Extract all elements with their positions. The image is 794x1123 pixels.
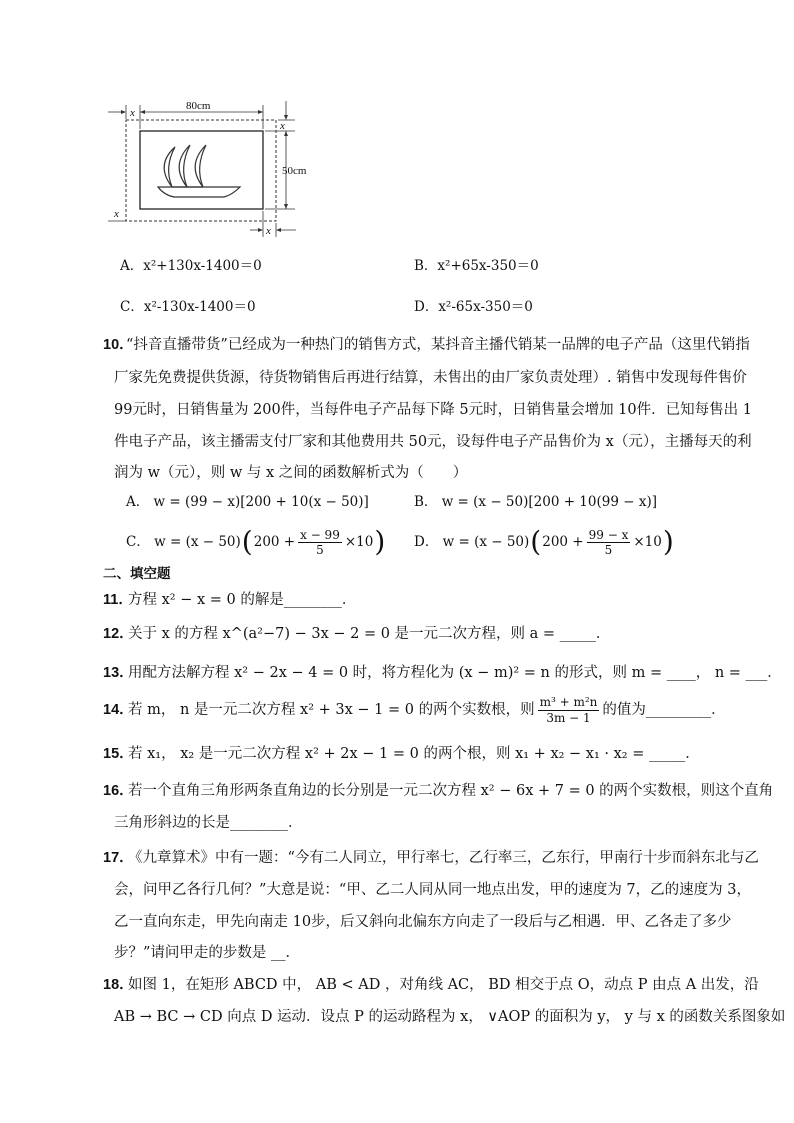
x-label-left: x	[114, 208, 119, 220]
q10-option-d-frac-num: 99 − x	[588, 527, 629, 542]
q12-text: 关于 x 的方程 x^(a²−7) − 3x − 2 = 0 是一元二次方程，则 a = _____．	[128, 626, 611, 642]
x-label-top: x	[130, 107, 135, 119]
q18-number: 18．	[103, 977, 134, 993]
q10-line-2: 厂家先免费提供货源，待货物销售后再进行结算，未售出的由厂家负责处理）. 销售中发现每件售价	[114, 370, 747, 386]
q17-line-3: 乙一直向东走，甲先向南走 10步，后又斜向北偏东方向走了一段后与乙相遇．甲、乙各走了多少	[114, 914, 732, 930]
q17-number: 17．	[103, 850, 134, 866]
q17-line-1: 《九章算术》中有一题：“今有二人同立，甲行率七，乙行率三，乙东行，甲南行十步而斜东北与乙	[128, 850, 759, 866]
x-label-right: x	[280, 120, 285, 132]
q9-option-c: C．x²-130x-1400＝0	[120, 299, 256, 315]
frame-figure	[100, 95, 330, 245]
q17-line-2: 会，问甲乙各行几何？”大意是说：“甲、乙二人同从同一地点出发，甲的速度为 7，乙的速度为 3，	[114, 882, 751, 898]
q10-option-c-frac-num: x − 99	[300, 527, 340, 542]
width-label: 80cm	[186, 100, 211, 112]
q16-line-2: 三角形斜边的长是________．	[114, 815, 303, 831]
q10-line-4: 件电子产品，该主播需支付厂家和其他费用共 50元，设每件电子产品售价为 x（元），主播每天的利	[114, 434, 752, 450]
q11-text: 方程 x² − x = 0 的解是________．	[128, 592, 357, 608]
q10-line-1: “抖音直播带货”已经成为一种热门的销售方式，某抖音主播代销某一品牌的电子产品（这里代销指	[126, 337, 750, 353]
q14-frac-num: m³ + m²n	[539, 694, 598, 709]
section-title: 二、填空题	[103, 566, 171, 581]
q11-number: 11．	[103, 592, 133, 608]
q10-line-3: 99元时，日销售量为 200件，当每件电子产品每下降 5元时，日销售量会增加 10件．已知每售出 1	[114, 402, 752, 418]
q14-text-after: 的值为_________．	[602, 702, 726, 718]
q10-option-c: C． w = (x − 50) ( 200 + $\frac{x - 99}{5}$ ×10 )	[126, 525, 386, 558]
q9-option-a: A．x²+130x-1400＝0	[120, 258, 262, 274]
q10-option-c-prefix: C． w = (x − 50)	[126, 534, 241, 550]
q10-number: 10．	[103, 337, 134, 353]
boat-drawing	[158, 145, 240, 197]
q10-option-c-frac-den: 5	[316, 542, 324, 557]
height-label: 50cm	[282, 165, 307, 177]
q10-option-d: D． w = (x − 50) ( 200 + $\frac{99 - x}{5}$ ×10 )	[414, 525, 674, 558]
q16-line-1: 若一个直角三角形两条直角边的长分别是一元二次方程 x² − 6x + 7 = 0 的两个实数根，则这个直角	[128, 783, 774, 799]
q13-number: 13．	[103, 665, 134, 681]
q10-option-a: A． w = (99 − x)[200 + 10(x − 50)]	[126, 494, 369, 510]
q10-line-5: 润为 w（元），则 w 与 x 之间的函数解析式为（ ）	[114, 465, 468, 481]
q13-text: 用配方法解方程 x² − 2x − 4 = 0 时，将方程化为 (x − m)² = n 的形式，则 m = ____， n = ___．	[128, 665, 782, 681]
q15-text: 若 x₁， x₂ 是一元二次方程 x² + 2x − 1 = 0 的两个根，则 x₁ + x₂ − x₁ · x₂ = _____．	[128, 746, 700, 762]
q10-option-b: B． w = (x − 50)[200 + 10(99 − x)]	[414, 494, 657, 510]
q10-option-d-prefix: D． w = (x − 50)	[414, 534, 530, 550]
q18-line-2: AB → BC → CD 向点 D 运动．设点 P 的运动路程为 x， ∨AOP 的面积为 y， y 与 x 的函数关系图象如	[114, 1009, 786, 1025]
q9-option-b: B．x²+65x-350＝0	[414, 258, 539, 274]
q17-line-4: 步？”请问甲走的步数是 __．	[114, 945, 301, 961]
q14-number: 14．	[103, 702, 134, 718]
q14-text	[128, 690, 726, 730]
q10-option-d-frac-den: 5	[604, 542, 613, 557]
q16-number: 16．	[103, 783, 134, 799]
q12-number: 12．	[103, 626, 134, 642]
x-label-bottom: x	[266, 225, 271, 237]
q14-frac-den: 3m − 1	[546, 710, 591, 725]
q14-text-before: 若 m， n 是一元二次方程 x² + 3x − 1 = 0 的两个实数根，则	[128, 702, 535, 718]
q18-line-1: 如图 1，在矩形 ABCD 中， AB < AD ，对角线 AC， BD 相交于点 O，动点 P 由点 A 出发，沿	[128, 977, 759, 993]
q9-option-d: D．x²-65x-350＝0	[414, 299, 533, 315]
q15-number: 15．	[103, 746, 134, 762]
outer-dashed-rectangle	[126, 120, 276, 221]
